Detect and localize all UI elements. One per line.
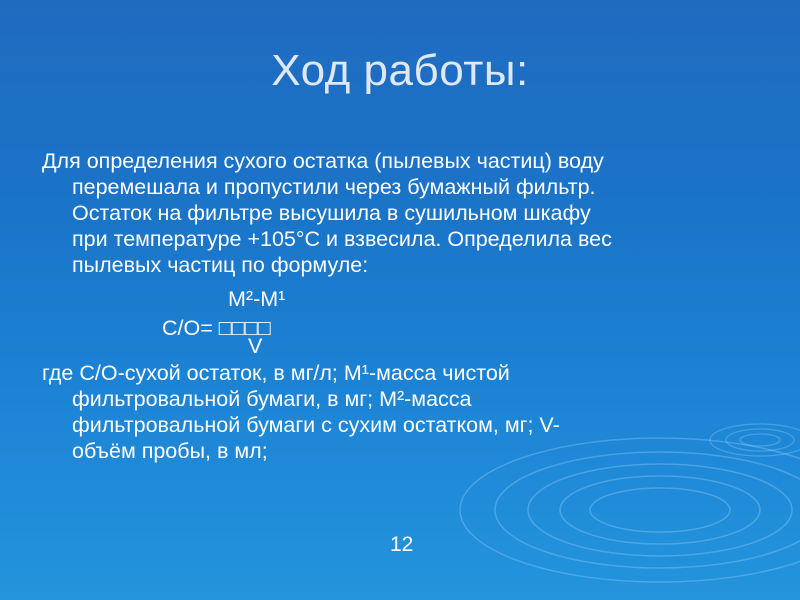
paragraph-line: Остаток на фильтре высушила в сушильном шкафу	[72, 201, 591, 225]
paragraph-line: фильтровальной бумаги, в мг; М²-масса	[72, 387, 472, 411]
formula-numerator: М²-М¹	[228, 287, 286, 311]
paragraph-line: где С/О-сухой остаток, в мг/л; М¹-масса чистой	[42, 361, 510, 385]
paragraph-line: перемешала и пропустили через бумажный фильтр.	[72, 175, 596, 199]
paragraph-line: Для определения сухого остатка (пылевых частиц) воду	[42, 149, 604, 173]
paragraph-line: фильтровальной бумаги с сухим остатком, мг; V-	[72, 413, 560, 437]
page-number: 12	[390, 533, 414, 556]
slide-title: Ход работы:	[271, 46, 529, 95]
paragraph-line: объём пробы, в мл;	[72, 439, 268, 463]
formula-denominator: V	[248, 334, 263, 358]
paragraph-line: при температуре +105°С и взвесила. Определила вес	[72, 227, 612, 251]
formula-lhs: С/О= □□□□	[162, 316, 271, 340]
paragraph-line: пылевых частиц по формуле:	[72, 253, 369, 277]
